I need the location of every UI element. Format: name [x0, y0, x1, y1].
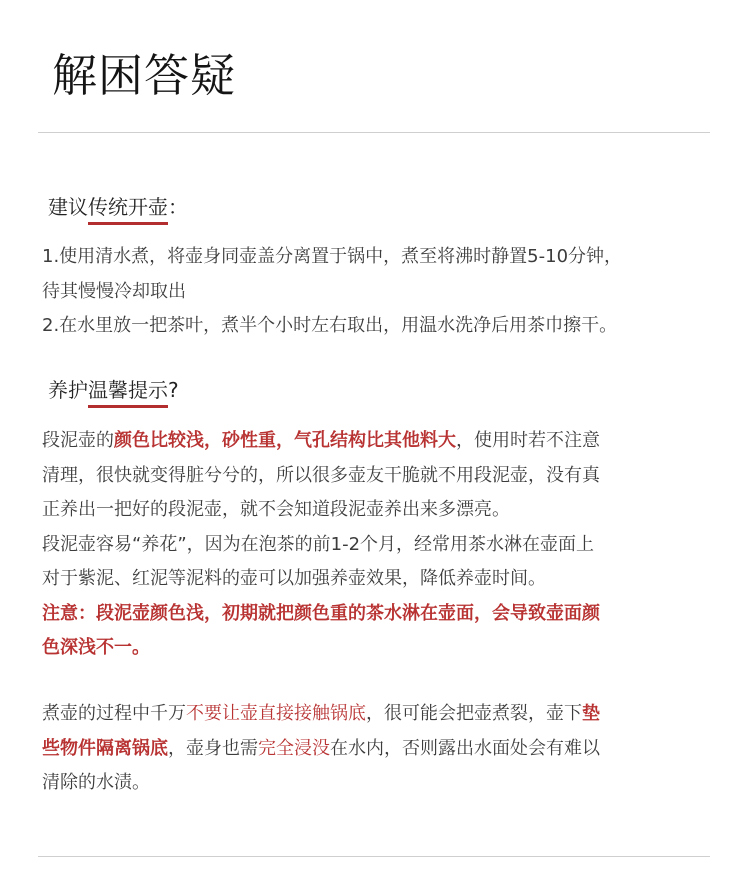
text-span: 在水内，否则露出水面处会有难以	[330, 737, 600, 759]
heading-prefix: 养护	[48, 378, 88, 402]
highlight-text: 颜色比较浅，砂性重，气孔结构比其他料大	[114, 430, 456, 451]
text-span: 煮壶的过程中千万	[42, 703, 186, 724]
text-line: 清理，很快就变得脏兮兮的，所以很多壶友干脆就不用段泥壶，没有真	[42, 464, 600, 486]
open-pot-steps	[42, 240, 722, 344]
bottom-divider	[38, 856, 710, 857]
text-line	[42, 424, 722, 459]
text-span: 段泥壶的	[42, 430, 114, 451]
step-line: 待其慢慢冷却取出	[42, 280, 186, 302]
page-title: 解困答疑	[52, 49, 237, 102]
section-heading-care-tips	[48, 376, 179, 408]
section-heading-open-pot	[48, 193, 188, 225]
highlight-text: 不要让壶直接接触锅底	[186, 703, 366, 724]
text-span: ，使用时若不注意	[456, 430, 600, 451]
text-line: 对于紫泥、红泥等泥料的壶可以加强养壶效果，降低养壶时间。	[42, 568, 546, 589]
text-span: ，很可能会把壶煮裂，壶下	[366, 703, 582, 724]
care-tips-text	[42, 424, 722, 666]
step-line: 2.在水里放一把茶叶，煮半个小时左右取出，用温水洗净后用茶巾擦干。	[42, 315, 618, 336]
highlight-text: 垫	[582, 703, 600, 724]
heading-underlined: 温馨提示	[88, 376, 168, 408]
top-divider	[38, 132, 710, 133]
heading-prefix: 建议	[48, 195, 88, 219]
warning-line: 色深浅不一。	[42, 637, 150, 658]
heading-suffix: ：	[168, 195, 188, 219]
text-line	[42, 697, 722, 732]
step-line: 1.使用清水煮，将壶身同壶盖分离置于锅中，煮至将沸时静置5-10分钟，	[42, 246, 623, 267]
text-span: ，壶身也需	[168, 737, 258, 759]
text-line: 正养出一把好的段泥壶，就不会知道段泥壶养出来多漂亮。	[42, 499, 510, 520]
heading-underlined: 传统开壶	[88, 193, 168, 225]
highlight-text: 完全浸没	[258, 737, 330, 759]
heading-suffix: ?	[168, 378, 179, 402]
highlight-text: 些物件隔离锅底	[42, 737, 168, 759]
text-line: 清除的水渍。	[42, 772, 150, 793]
text-line: 段泥壶容易“养花”，因为在泡茶的前1-2个月，经常用茶水淋在壶面上	[42, 533, 595, 555]
warning-line: 注意：段泥壶颜色浅，初期就把颜色重的茶水淋在壶面，会导致壶面颜	[42, 602, 600, 624]
boiling-caution-text	[42, 697, 722, 801]
text-line	[42, 732, 722, 767]
